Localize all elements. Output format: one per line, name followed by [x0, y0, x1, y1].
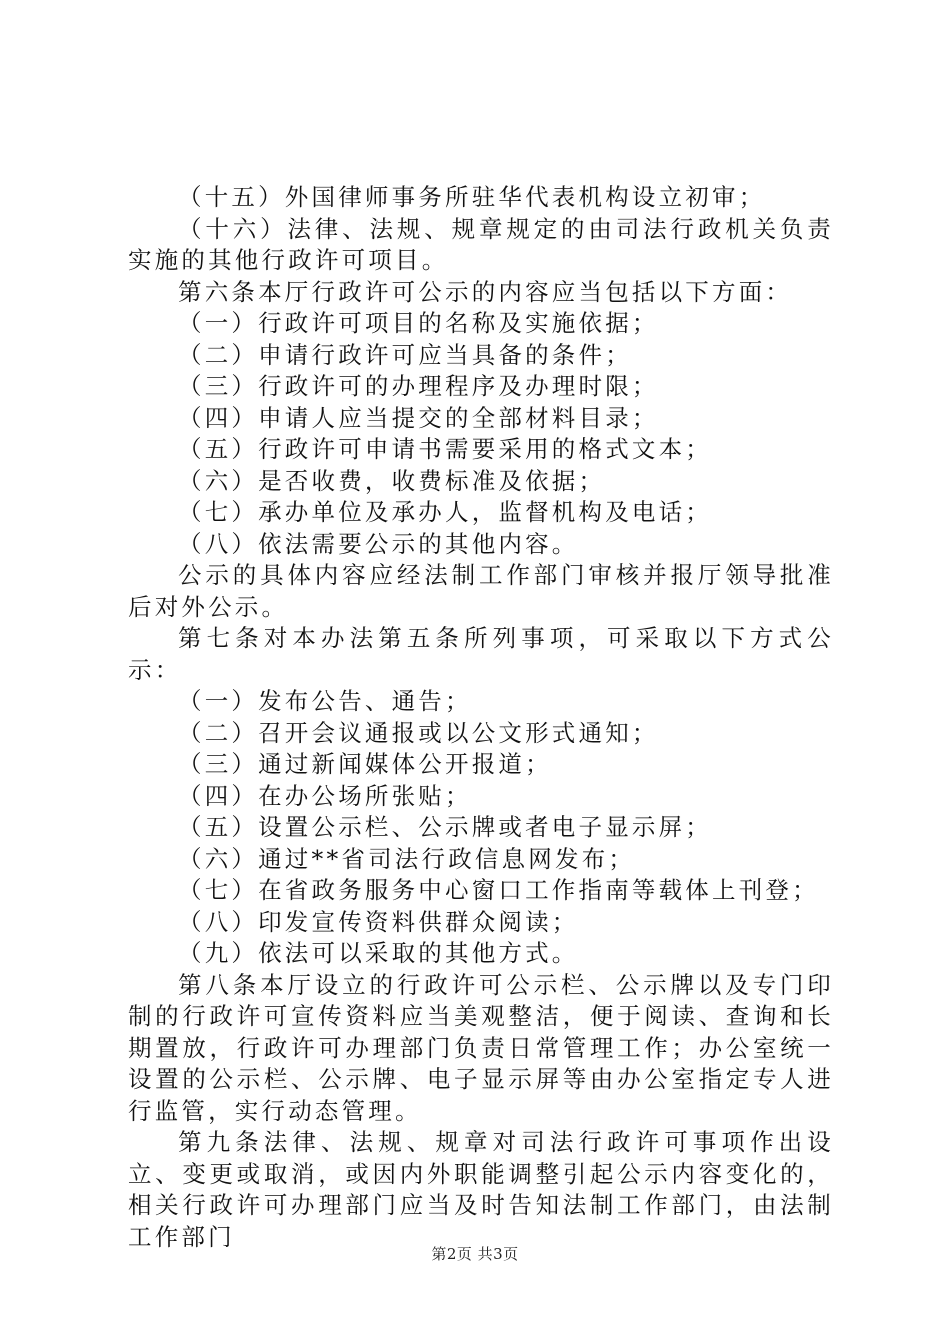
- list-item: （四）申请人应当提交的全部材料目录；: [178, 403, 659, 432]
- list-item: （六）是否收费，收费标准及依据；: [178, 466, 606, 495]
- list-item: （五）行政许可申请书需要采用的格式文本；: [178, 435, 712, 463]
- paragraph: （十六）法律、法规、规章规定的由司法行政机关负责实施的其他行政许可项目。: [128, 214, 834, 274]
- paragraph: 第六条本厅行政许可公示的内容应当包括以下方面：: [178, 277, 793, 306]
- list-item: （一）发布公告、通告；: [178, 687, 472, 715]
- list-item: （八）印发宣传资料供群众阅读；: [178, 907, 579, 936]
- list-item: （七）在省政务服务中心窗口工作指南等载体上刊登；: [178, 876, 819, 904]
- paragraph: 第八条本厅设立的行政许可公示栏、公示牌以及专门印制的行政许可宣传资料应当美观整洁，便于阅读、查询和长期置放，行政许可办理部门负责日常管理工作；办公室统一设置的公示栏、公示牌、电子显示屏等由办公室指定专人进行监管，实行动态管理。: [128, 970, 834, 1125]
- list-item: （三）通过新闻媒体公开报道；: [178, 750, 552, 778]
- paragraph: 第九条法律、法规、规章对司法行政许可事项作出设立、变更或取消，或因内外职能调整引起公示内容变化的，相关行政许可办理部门应当及时告知法制工作部门，由法制工作部门: [128, 1128, 834, 1251]
- page-number: 第2页 共3页: [431, 1245, 519, 1263]
- list-item: （九）依法可以采取的其他方式。: [178, 939, 579, 967]
- list-item: （五）设置公示栏、公示牌或者电子显示屏；: [178, 813, 712, 841]
- list-item: （一）行政许可项目的名称及实施依据；: [178, 309, 659, 337]
- list-item: （四）在办公场所张贴；: [178, 781, 472, 810]
- list-item: （七）承办单位及承办人，监督机构及电话；: [178, 498, 712, 526]
- list-item: （六）通过**省司法行政信息网发布；: [178, 844, 636, 873]
- paragraph: （十五）外国律师事务所驻华代表机构设立初审；: [178, 183, 766, 211]
- list-item: （八）依法需要公示的其他内容。: [178, 529, 579, 558]
- document-body: [128, 182, 834, 1253]
- list-item: （三）行政许可的办理程序及办理时限；: [178, 372, 659, 400]
- list-item: （二）召开会议通报或以公文形式通知；: [178, 718, 659, 747]
- paragraph: 公示的具体内容应经法制工作部门审核并报厅领导批准后对外公示。: [128, 561, 834, 621]
- paragraph: 第七条对本办法第五条所列事项，可采取以下方式公示：: [128, 624, 834, 684]
- list-item: （二）申请行政许可应当具备的条件；: [178, 340, 632, 369]
- page-footer: [0, 1243, 950, 1264]
